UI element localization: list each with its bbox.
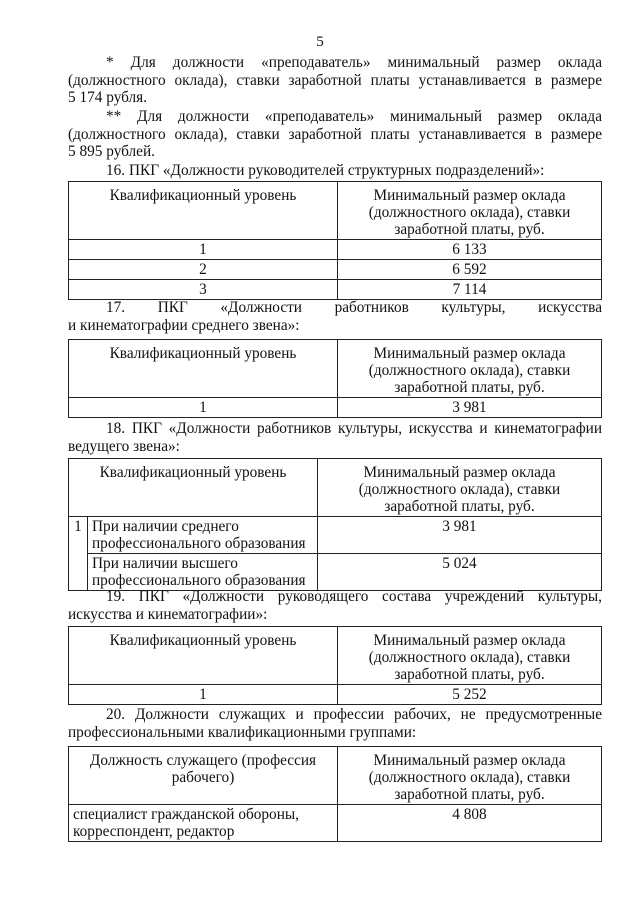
table-row	[69, 280, 602, 300]
header-position: Должность служащего (профессия рабочего)	[69, 747, 338, 805]
table-row	[69, 240, 602, 260]
header-qualification-level: Квалификационный уровень	[69, 627, 338, 685]
section-17-title: 17. ПКГ «Должности работников культуры, искусства и кинематографии среднего звена»:	[68, 299, 602, 334]
salary-cell: 4 808	[338, 805, 602, 842]
footnote-2: ** Для должности «преподаватель» минимальный размер оклада (должностного оклада), ставки заработной платы устанавливается в размере 5 895 рублей.	[68, 108, 602, 160]
level-cell: 1	[69, 240, 338, 260]
table-18	[68, 458, 602, 591]
header-min-salary: Минимальный размер оклада (должностного оклада), ставки заработной платы, руб.	[338, 182, 602, 240]
table-row	[69, 398, 602, 418]
table-row	[69, 260, 602, 280]
section-18-title: 18. ПКГ «Должности работников культуры, искусства и кинематографии ведущего звена»:	[68, 420, 602, 455]
salary-cell: 6 133	[338, 240, 602, 260]
salary-cell: 5 252	[338, 685, 602, 705]
header-qualification-level: Квалификационный уровень	[69, 459, 318, 517]
salary-cell: 3 981	[317, 517, 601, 554]
table-row	[69, 805, 602, 842]
section-20-title: 20. Должности служащих и профессии рабочих, не предусмотренные профессиональными квалификационными группами:	[68, 706, 602, 741]
level-cell: 1	[69, 517, 88, 591]
salary-cell: 7 114	[338, 280, 602, 300]
table-19	[68, 626, 602, 705]
salary-cell: 3 981	[338, 398, 602, 418]
level-cell: 1	[69, 685, 338, 705]
header-min-salary: Минимальный размер оклада (должностного оклада), ставки заработной платы, руб.	[338, 747, 602, 805]
salary-cell: 5 024	[317, 554, 601, 591]
table-row	[69, 517, 602, 554]
position-cell: специалист гражданской обороны, корреспондент, редактор	[69, 805, 338, 842]
header-min-salary: Минимальный размер оклада (должностного оклада), ставки заработной платы, руб.	[338, 340, 602, 398]
page-number: 5	[316, 34, 324, 50]
table-20	[68, 746, 602, 842]
salary-cell: 6 592	[338, 260, 602, 280]
table-row	[69, 554, 602, 591]
level-cell: 2	[69, 260, 338, 280]
table-row	[69, 685, 602, 705]
table-16	[68, 181, 602, 300]
header-min-salary: Минимальный размер оклада (должностного оклада), ставки заработной платы, руб.	[317, 459, 601, 517]
header-qualification-level: Квалификационный уровень	[69, 340, 338, 398]
section-19-title: 19. ПКГ «Должности руководящего состава учреждений культуры, искусства и кинематографии»:	[68, 588, 602, 623]
section-16-title: 16. ПКГ «Должности руководителей структурных подразделений»:	[106, 162, 545, 179]
education-cell: При наличии среднего профессионального образования	[88, 517, 318, 554]
footnote-1: * Для должности «преподаватель» минимальный размер оклада (должностного оклада), ставки заработной платы устанавливается в размере 5 174 рубля.	[68, 54, 602, 106]
header-min-salary: Минимальный размер оклада (должностного оклада), ставки заработной платы, руб.	[338, 627, 602, 685]
level-cell: 3	[69, 280, 338, 300]
education-cell: При наличии высшего профессионального образования	[88, 554, 318, 591]
level-cell: 1	[69, 398, 338, 418]
table-17	[68, 339, 602, 418]
header-qualification-level: Квалификационный уровень	[69, 182, 338, 240]
